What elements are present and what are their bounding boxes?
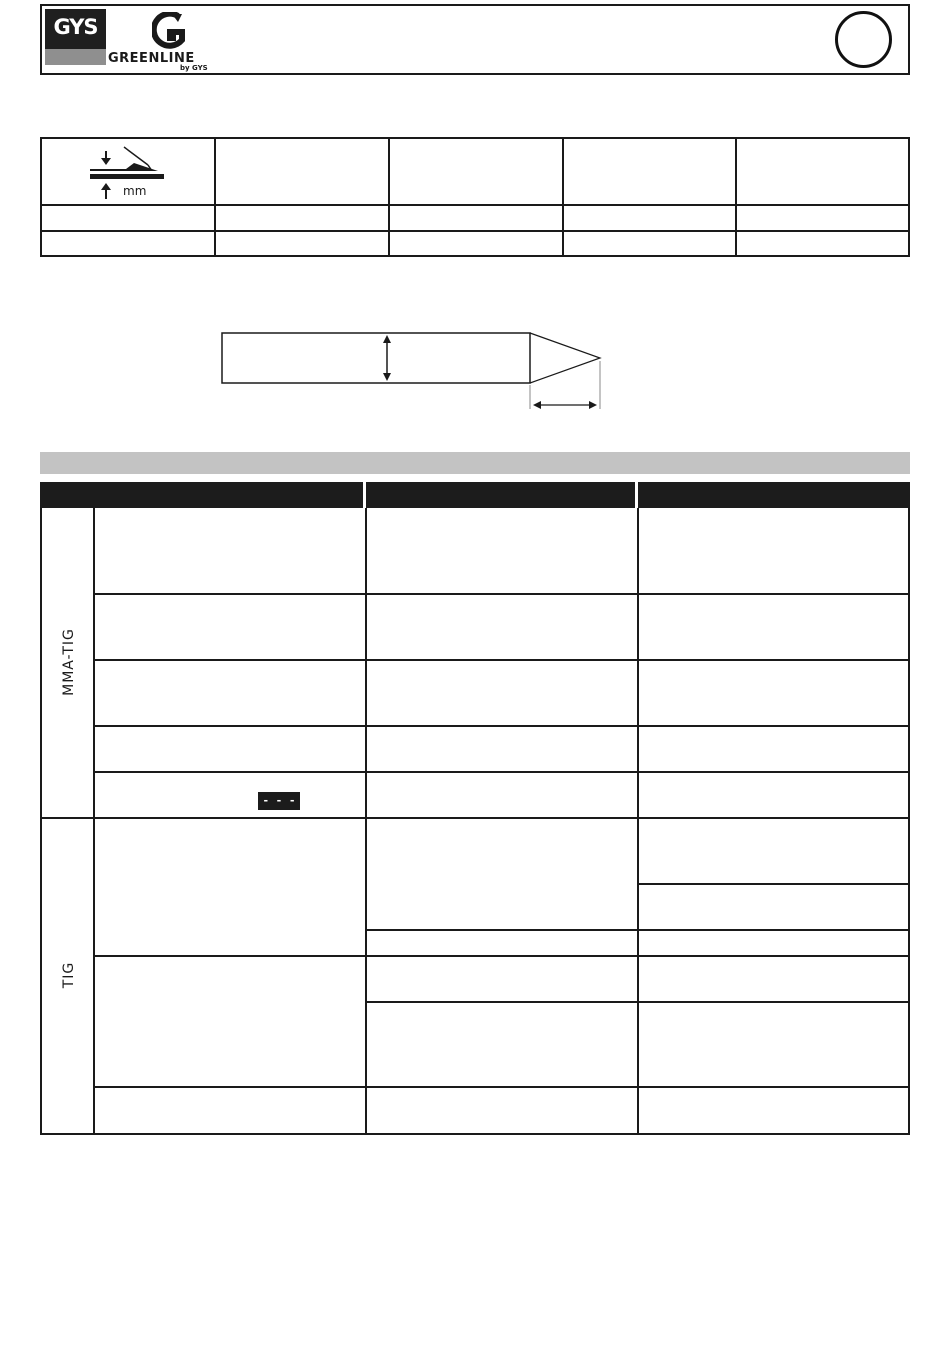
section-divider [42, 817, 910, 819]
greenline-wordmark: GREENLINE [108, 51, 195, 66]
header-column-divider [363, 482, 366, 508]
diameter-arrow-head-bottom [383, 373, 391, 381]
column-divider [562, 139, 564, 255]
diameter-arrow-head-top [383, 335, 391, 343]
row-divider [365, 1001, 910, 1003]
row-divider [42, 204, 908, 206]
greenline-g-icon [152, 12, 188, 52]
guide-table-header [40, 482, 910, 508]
header-column-divider [635, 482, 638, 508]
tungsten-electrode-diagram [215, 325, 615, 415]
column-divider [735, 139, 737, 255]
tip-length-arrow-right [589, 401, 597, 409]
column-divider [365, 508, 367, 1133]
column-divider [388, 139, 390, 255]
gys-logo-text: GYS [53, 15, 98, 39]
row-divider [93, 1086, 910, 1088]
section-label-tig: TIG [61, 961, 77, 989]
row-divider [93, 593, 910, 595]
greenline-logo [108, 9, 228, 71]
electrode-tip [530, 333, 600, 383]
gys-logo [45, 9, 106, 65]
tip-length-arrow-left [533, 401, 541, 409]
row-divider [365, 929, 910, 931]
guide-title-band [40, 452, 910, 474]
section-label-mma-tig: MMA-TIG [61, 628, 77, 696]
gys-logo-bottom [45, 49, 106, 65]
troubleshooting-table [40, 508, 910, 1135]
display-code-badge: - - - [258, 792, 300, 810]
page-header [40, 4, 910, 75]
section-column-divider [93, 508, 95, 1133]
column-divider [637, 508, 639, 1133]
electrode-body [222, 333, 530, 383]
row-divider [93, 771, 910, 773]
column-divider [214, 139, 216, 255]
language-badge-circle [835, 11, 892, 68]
row-divider [93, 659, 910, 661]
row-divider [93, 955, 910, 957]
sheet-thickness-table [40, 137, 910, 257]
greenline-tagline: by GYS [180, 64, 208, 72]
row-divider [637, 883, 910, 885]
row-divider [42, 230, 908, 232]
thickness-unit-label: mm [123, 184, 147, 198]
row-divider [93, 725, 910, 727]
